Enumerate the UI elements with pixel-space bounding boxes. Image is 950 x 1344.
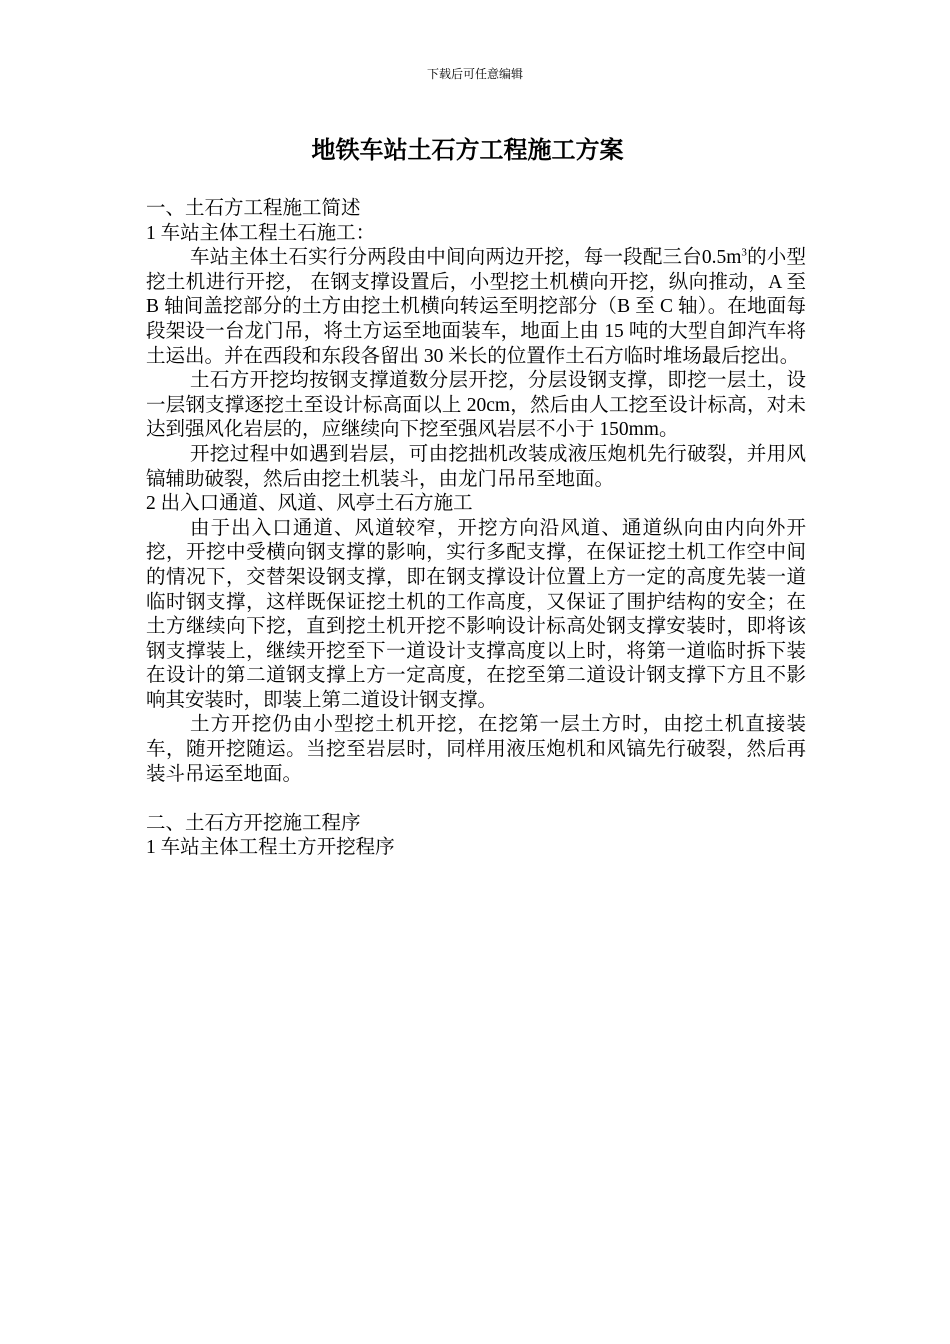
- subsection-heading: 2 出入口通道、风道、风亭土石方施工: [146, 493, 473, 515]
- subsection-heading: 1 车站主体工程土石施工：: [146, 222, 376, 244]
- paragraph-text: 的小型挖土机进行开挖， 在钢支撑设置后，小型挖土机横向开挖，纵向推动，A 至 B 轴间盖挖部分的土方由挖土机横向转运至明挖部分（B 至 C 轴）。在地面每段架设一台龙门吊，将土方运至地面装车，地面上由 15 吨的大型自卸汽车将土运出。并在西段和东段各留出 30 米长的位置作土石方临时堆场最后挖出。: [146, 247, 806, 367]
- paragraph: [146, 246, 806, 369]
- subsection-heading: 1 车站主体工程土方开挖程序: [146, 837, 395, 859]
- superscript: 3: [741, 246, 747, 259]
- blank-line: [146, 787, 806, 812]
- paragraph-text: 车站主体土石实行分两段由中间向两边开挖，每一段配三台0.5m: [190, 247, 742, 269]
- document-body: [146, 197, 806, 861]
- paragraph: 开挖过程中如遇到岩层，可由挖拙机改装成液压炮机先行破裂，并用风镐辅助破裂，然后由挖土机装斗，由龙门吊吊至地面。: [146, 443, 806, 490]
- section-heading: 一、土石方工程施工简述: [146, 198, 361, 219]
- paragraph: 由于出入口通道、风道较窄，开挖方向沿风道、通道纵向由内向外开挖，开挖中受横向钢支撑的影响，实行多配支撑，在保证挖土机工作空中间的情况下，交替架设钢支撑，即在钢支撑设计位置上方一定的高度先装一道临时钢支撑，这样既保证挖土机的工作高度，又保证了围护结构的安全；在土方继续向下挖，直到挖土机开挖不影响设计标高处钢支撑安装时，即将该钢支撑装上，继续开挖至下一道设计支撑高度以上时，将第一道临时拆下装在设计的第二道钢支撑上方一定高度，在挖至第二道设计钢支撑下方且不影响其安装时，即装上第二道设计钢支撑。: [146, 517, 806, 711]
- paragraph: 土石方开挖均按钢支撑道数分层开挖，分层设钢支撑，即挖一层土，设一层钢支撑逐挖土至设计标高面以上 20cm，然后由人工挖至设计标高，对未达到强风化岩层的，应继续向下挖至强风岩层不小于 150mm。: [146, 370, 806, 441]
- document-title: 地铁车站土石方工程施工方案: [311, 138, 624, 164]
- header-note: 下载后可任意编辑: [426, 67, 523, 81]
- paragraph: 土方开挖仍由小型挖土机开挖，在挖第一层土方时，由挖土机直接装车，随开挖随运。当挖至岩层时，同样用液压炮机和风镐先行破裂，然后再装斗吊运至地面。: [146, 714, 806, 785]
- section-heading: 二、土石方开挖施工程序: [146, 812, 361, 834]
